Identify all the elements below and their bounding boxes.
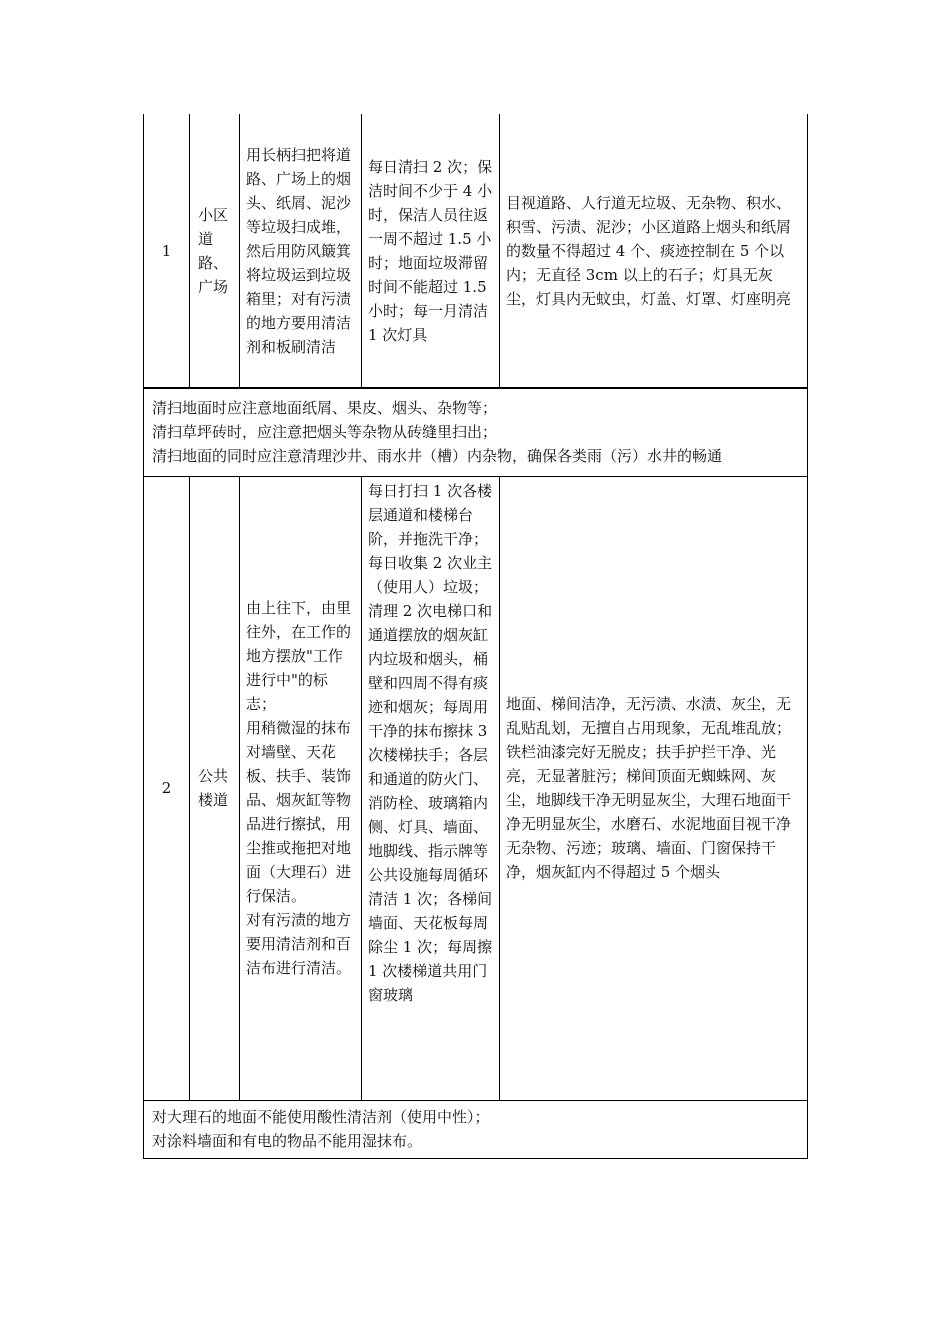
table-row (144, 114, 808, 388)
note-line: 对大理石的地面不能使用酸性清洁剂（使用中性）； (152, 1108, 490, 1126)
cleaning-method (240, 476, 362, 1100)
cleaning-frequency-text: 每日清扫 2 次；保洁时间不少于 4 小时，保洁人员往返一周不超过 1.5 小时；地面垃圾滞留时间不能超过 1.5 小时；每一月清洁 1 次灯具 (368, 157, 493, 344)
quality-standard-text: 地面、梯间洁净，无污渍、水渍、灰尘，无乱贴乱划，无擅自占用现象，无乱堆乱放；铁栏油漆完好无脱皮；扶手护拦干净、光亮，无显著脏污；梯间顶面无蜘蛛网、灰尘，地脚线干净无明显灰尘，大理石地面干净无明显灰尘，水磨石、水泥地面目视干净无杂物、污迹；玻璃、墙面、门窗保持干净，烟灰缸内不得超过 5 个烟头 (506, 695, 792, 881)
item-number: 2 (144, 476, 190, 1100)
note-cell (144, 1100, 808, 1158)
note-cell (144, 388, 808, 476)
cleaning-method-text: 由上往下，由里往外，在工作的地方摆放"工作进行中"的标志； 用稍微湿的抹布对墙壁、天花板、扶手、装饰品、烟灰缸等物品进行擦拭，用尘推或拖把对地面（大理石）进行保洁。 对有污渍的地方要用清洁剂和百洁布进行清洁。 (246, 599, 352, 977)
table-row (144, 476, 808, 1100)
note-row (144, 388, 808, 476)
note-line: 清扫草坪砖时，应注意把烟头等杂物从砖缝里扫出； (152, 423, 498, 442)
note-line: 清扫地面时应注意地面纸屑、果皮、烟头、杂物等； (152, 399, 498, 418)
cleaning-standards-table (143, 114, 808, 1159)
item-number: 1 (144, 114, 190, 388)
cleaning-frequency (362, 476, 500, 1100)
area-name: 小区道路、广场 (190, 114, 240, 388)
quality-standard-text: 目视道路、人行道无垃圾、无杂物、积水、积雪、污渍、泥沙；小区道路上烟头和纸屑的数量不得超过 4 个、痰迹控制在 5 个以内；无直径 3cm 以上的石子；灯具无灰尘，灯具内无蚊虫，灯盖、灯罩、灯座明亮 (506, 193, 792, 308)
cleaning-method-text: 用长柄扫把将道路、广场上的烟头、纸屑、泥沙等垃圾扫成堆，然后用防风簸箕将垃圾运到垃圾箱里；对有污渍的地方要用清洁剂和板刷清洁 (246, 145, 352, 356)
quality-standard (500, 476, 808, 1100)
quality-standard (500, 114, 808, 388)
area-name: 公共楼道 (190, 476, 240, 1100)
cleaning-method (240, 114, 362, 388)
note-line: 清扫地面的同时应注意清理沙井、雨水井（槽）内杂物，确保各类雨（污）水井的畅通 (152, 447, 723, 466)
cleaning-frequency (362, 114, 500, 388)
cleaning-frequency-text: 每日打扫 1 次各楼层通道和楼梯台阶，并拖洗干净；每日收集 2 次业主（使用人）垃圾；清理 2 次电梯口和通道摆放的烟灰缸内垃圾和烟头，桶壁和四周不得有痰迹和烟灰；每周用干净的抹布擦抹 3 次楼梯扶手；各层和通道的防火门、消防栓、玻璃箱内侧、灯具、墙面、地脚线、指示牌等公共设施每周循环清洁 1 次；各梯间墙面、天花板每周除尘 1 次；每周擦 1 次楼梯道共用门窗玻璃 (368, 481, 497, 1004)
note-line: 对涂料墙面和有电的物品不能用湿抹布。 (152, 1132, 423, 1150)
note-row (144, 1100, 808, 1158)
